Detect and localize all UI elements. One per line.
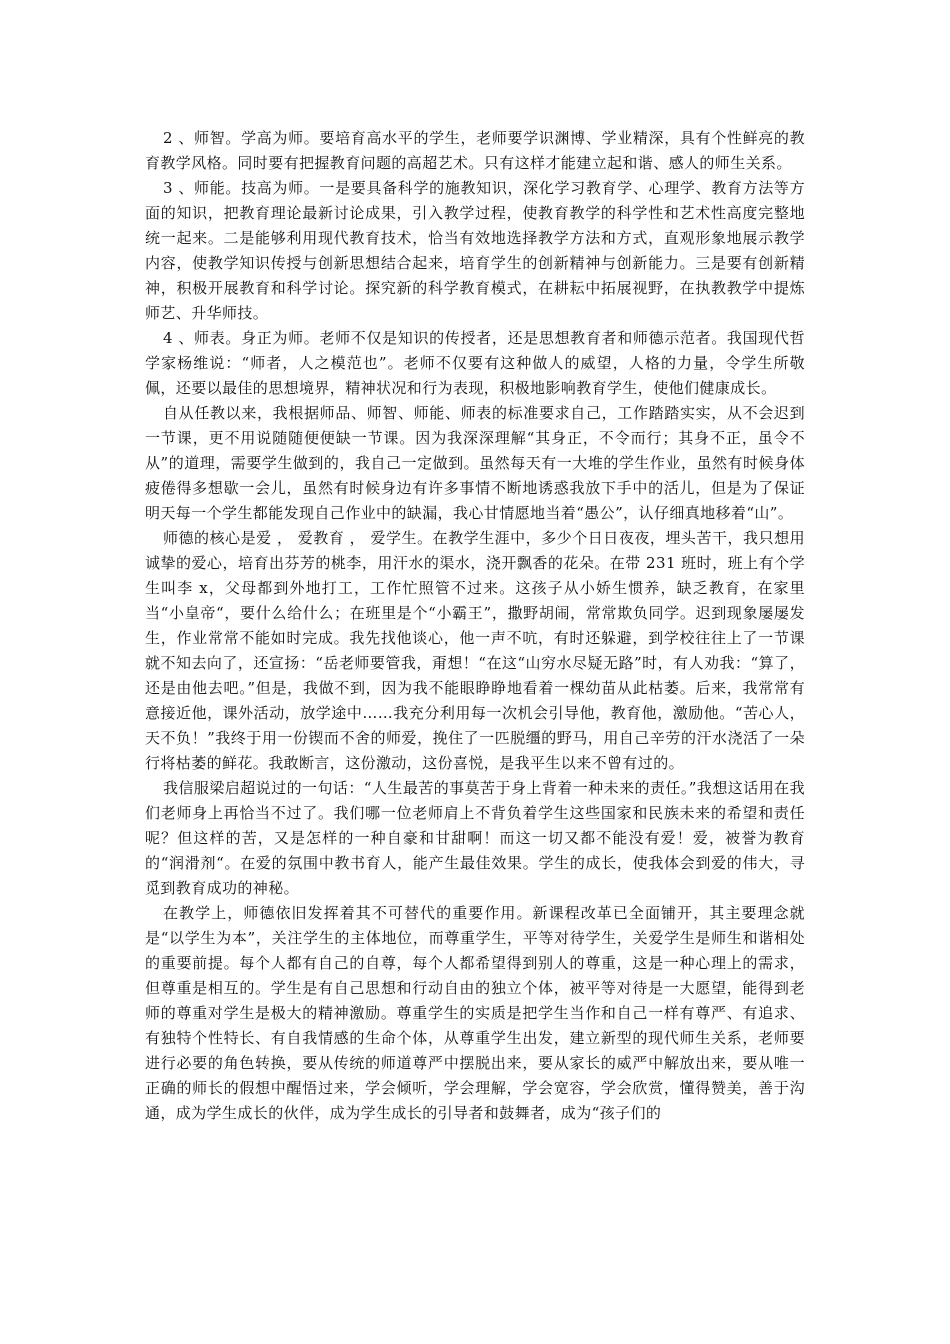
paragraph-love-core: 师德的核心是爱 ， 爱教育 ， 爱学生。在教学生涯中，多少个日日夜夜，埋头苦干，我只想用诚挚的爱心，培育出芬芳的桃李，用汗水的渠水，浇开飘香的花朵。在带 231 班时，班上有个学生叫李 x，父母都到外地打工，工作忙照管不过来。这孩子从小娇生惯养，缺乏教育，在家里当“小皇帝“，要什么给什么；在班里是个“小霸王”，撒野胡闹，常常欺负同学。迟到现象屡屡发生，作业常常不能如时完成。我先找他谈心，他一声不吭，有时还躲避，到学校往往上了一节课就不知去向了，还宣扬：“岳老师要管我，甭想！“在这“山穷水尽疑无路”时，有人劝我：“算了，还是由他去吧。”但是，我做不到，因为我不能眼睁睁地看着一棵幼苗从此枯萎。后来，我常常有意接近他，课外活动，放学途中……我充分利用每一次机会引导他，教育他，激励他。“苦心人，天不负！”我终于用一份锲而不舍的师爱，挽住了一匹脱缰的野马，用自己辛劳的汗水浇活了一朵行将枯萎的鲜花。我敢断言，这份激动，这份喜悦，是我平生以来不曾有过的。 — [145, 529, 805, 772]
paragraph-shibiao: 4 、师表。身正为师。老师不仅是知识的传授者，还是思想教育者和师德示范者。我国现代哲学家杨维说：“师者，人之模范也”。老师不仅要有这种做人的威望，人格的力量，令学生所敬佩，还要以最佳的思想境界，精神状况和行为表现，积极地影响教育学生，使他们健康成长。 — [145, 329, 805, 397]
paragraph-self-standard: 自从任教以来，我根据师品、师智、师能、师表的标准要求自己，工作踏踏实实，从不会迟到一节课，更不用说随随便便缺一节课。因为我深深理解“其身正，不令而行；其身不正，虽令不从”的道理，需要学生做到的，我自己一定做到。虽然每天有一大堆的学生作业，虽然有时候身体疲倦得多想歇一会儿，虽然有时候身边有许多事情不断地诱惑我放下手中的活儿，但是为了保证明天每一个学生都能发现自己作业中的缺漏，我心甘情愿地当着“愚公”，认仔细真地移着“山”。 — [145, 404, 805, 522]
paragraph-teaching-respect: 在教学上，师德依旧发挥着其不可替代的重要作用。新课程改革已全面铺开，其主要理念就是“以学生为本”，关注学生的主体地位，而尊重学生，平等对待学生，关爱学生是师生和谐相处的重要前提。每个人都有自己的自尊，每个人都希望得到别人的尊重，这是一种心理上的需求，但尊重是相互的。学生是有自己思想和行动自由的独立个体，被平等对待是一大愿望，能得到老师的尊重对学生是极大的精神激励。尊重学生的实质是把学生当作和自己一样有尊严、有追求、有独特个性特长、有自我情感的生命个体，从尊重学生出发，建立新型的现代师生关系，老师要进行必要的角色转换，要从传统的师道尊严中摆脱出来，要从家长的威严中解放出来，要从唯一正确的师长的假想中醒悟过来，学会倾听，学会理解，学会宽容，学会欣赏，懂得赞美，善于沟通，成为学生成长的伙伴，成为学生成长的引导者和鼓舞者，成为“孩子们的 — [145, 904, 805, 1122]
document-body — [145, 126, 805, 1126]
paragraph-liang-qichao: 我信服梁启超说过的一句话：“人生最苦的事莫苦于身上背着一种未来的责任。”我想这话用在我们老师身上再恰当不过了。我们哪一位老师肩上不背负着学生这些国家和民族未来的希望和责任呢？但这样的苦，又是怎样的一种自豪和甘甜啊！而这一切又都不能没有爱！爱，被誉为教育的“润滑剂“。在爱的氛围中教书育人，能产生最佳效果。学生的成长，使我体会到爱的伟大，寻觅到教育成功的神秘。 — [145, 779, 805, 897]
paragraph-shizhi: 2 、师智。学高为师。要培育高水平的学生，老师要学识渊博、学业精深，具有个性鲜亮的教育教学风格。同时要有把握教育问题的高超艺术。只有这样才能建立起和谐、感人的师生关系。 — [145, 129, 805, 172]
paragraph-shineng: 3 、师能。技高为师。一是要具备科学的施教知识，深化学习教育学、心理学、教育方法等方面的知识，把教育理论最新讨论成果，引入教学过程，使教育教学的科学性和艺术性高度完整地统一起来。二是能够利用现代教育技术，恰当有效地选择教学方法和方式，直观形象地展示教学内容，使教学知识传授与创新思想结合起来，培育学生的创新精神与创新能力。三是要有创新精神，积极开展教育和科学讨论。探究新的科学教育模式，在耕耘中拓展视野，在执教教学中提炼师艺、升华师技。 — [145, 179, 805, 322]
